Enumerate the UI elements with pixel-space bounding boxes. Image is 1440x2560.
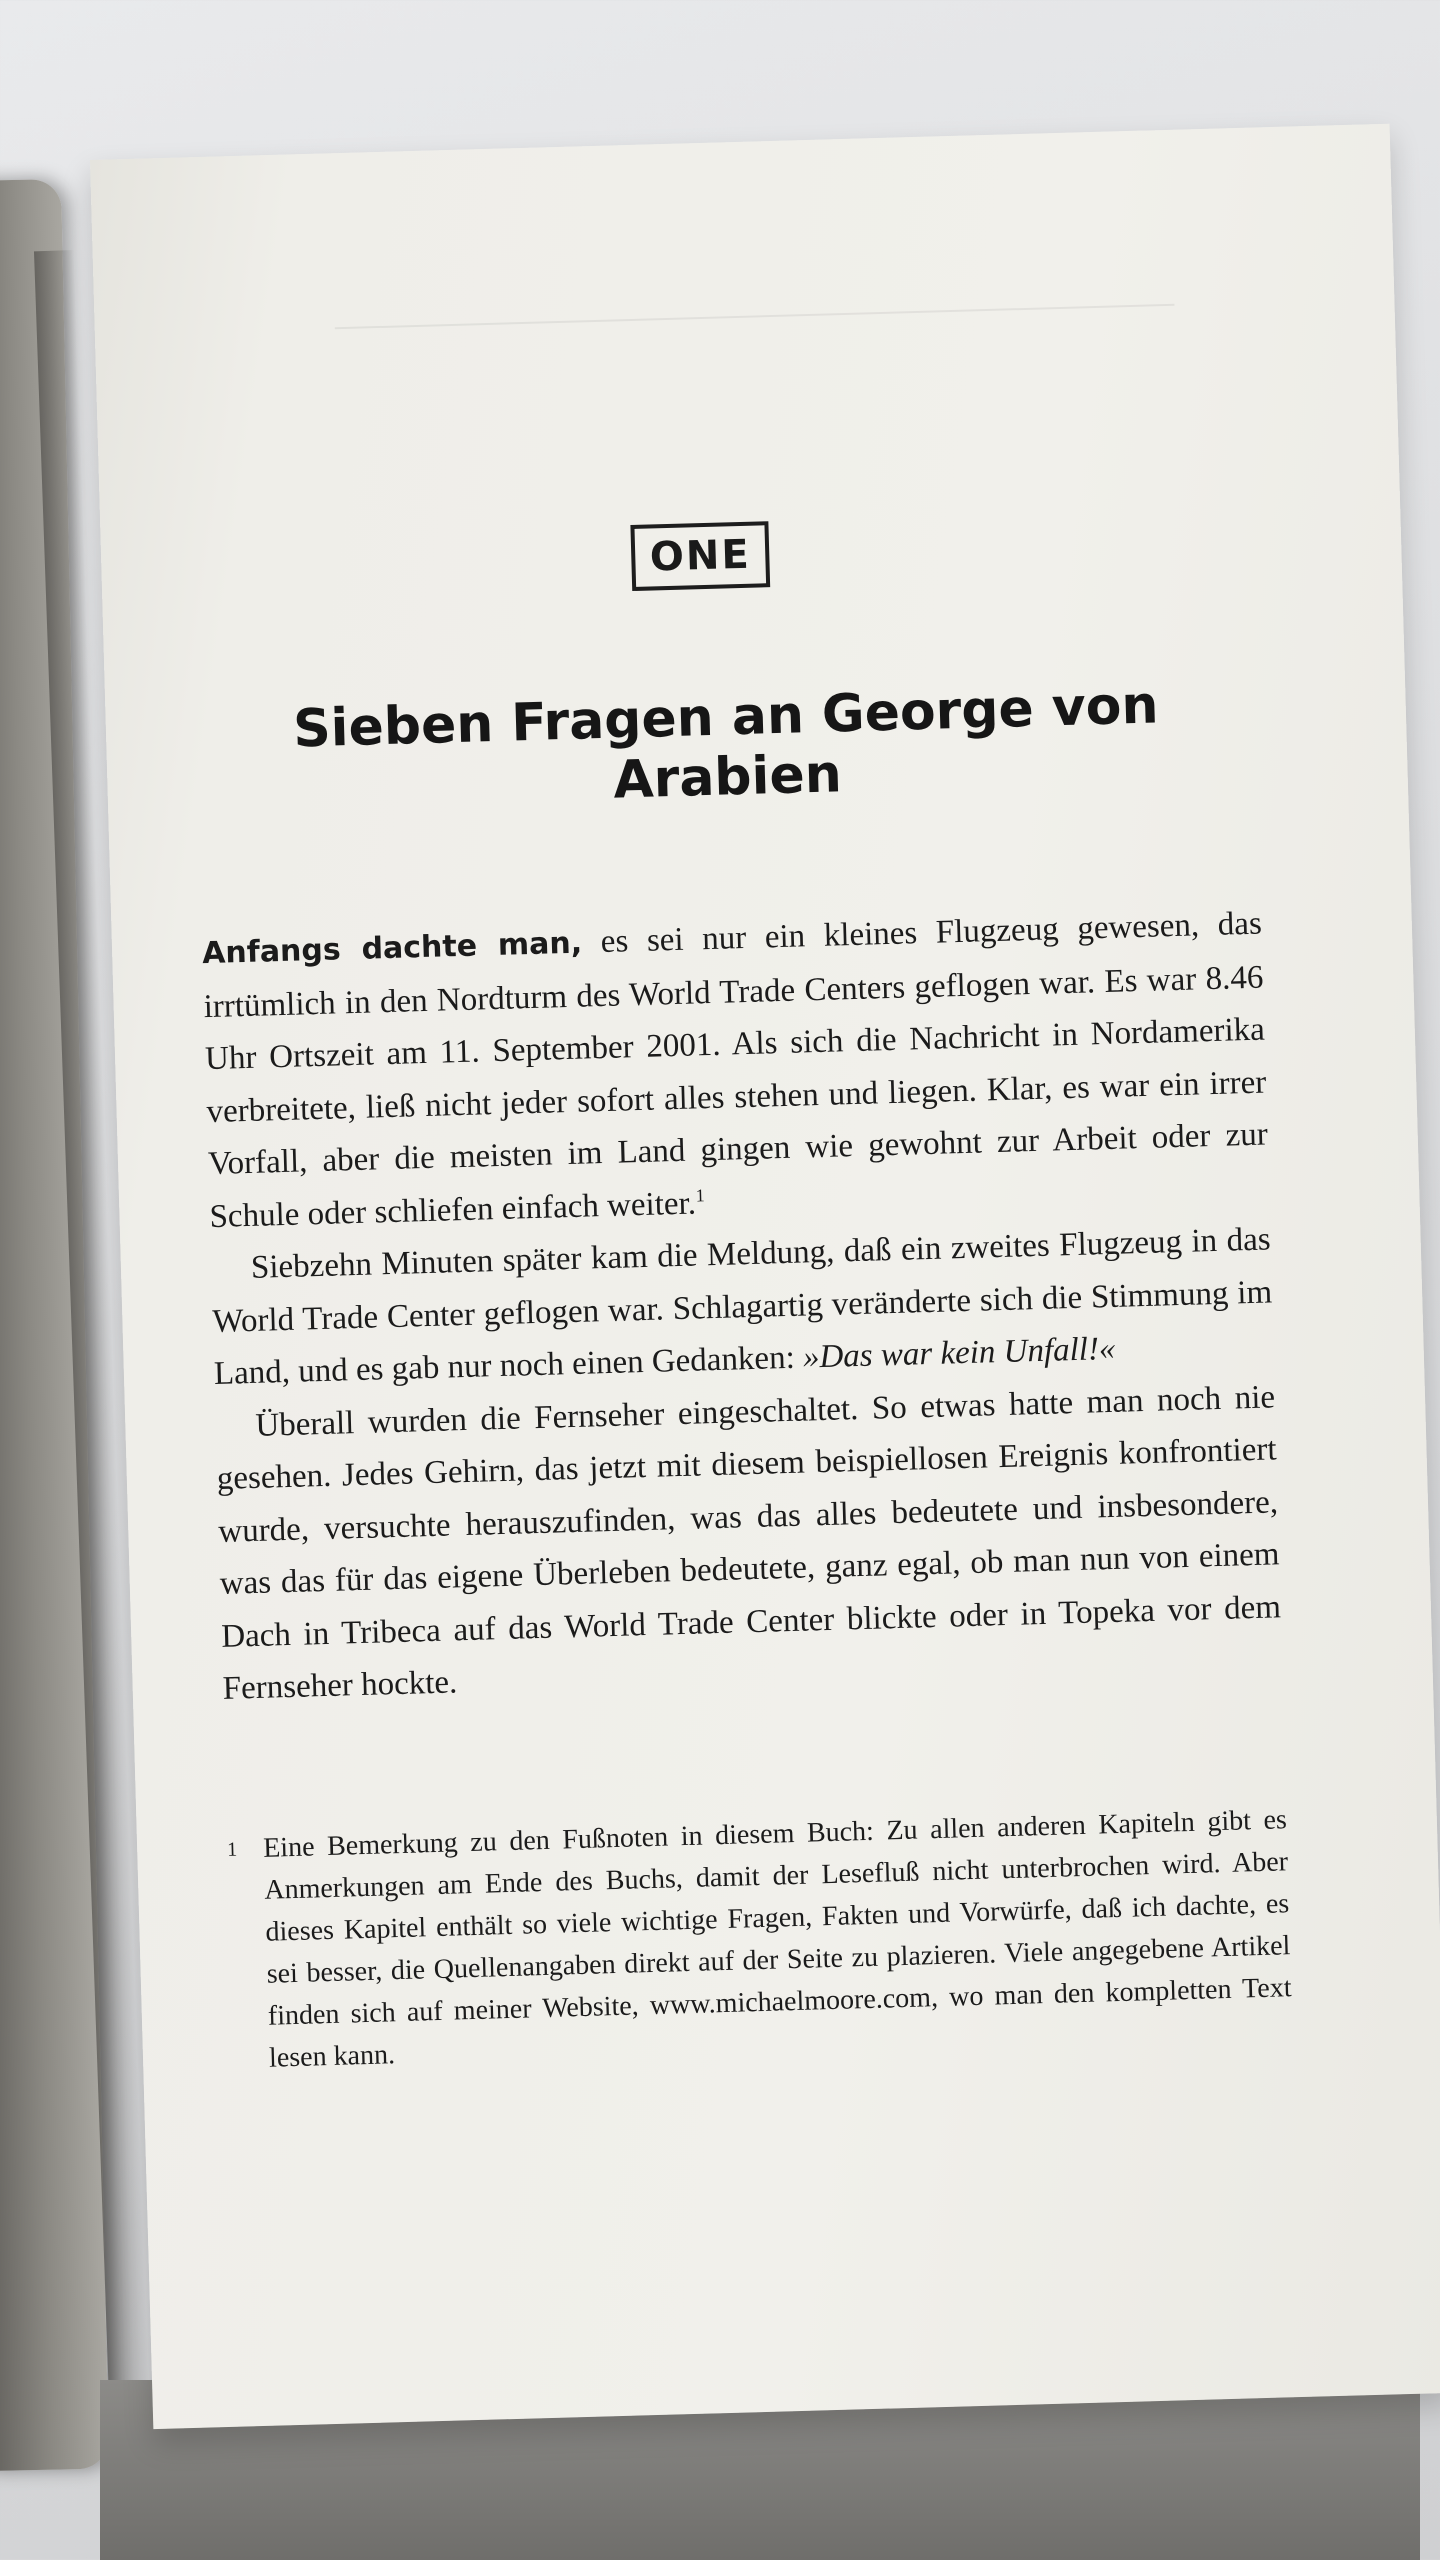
paragraph-2-quote: »Das war kein Unfall!« — [802, 1330, 1116, 1376]
lead-in: Anfangs dachte man, — [201, 925, 583, 972]
footnote — [227, 1799, 1294, 2080]
paragraph-3: Überall wurden die Fernseher eingeschaltet. So etwas hatte man noch nie gesehen. Jedes Gehirn, das jetzt mit diesem beispiellosen Ereignis konfrontiert wurde, versuchte herauszufinden, was das alles bedeutete und insbesondere, was das für das eigene Überleben bedeutete, ganz egal, ob man nun von einem Dach in Tribeca auf das World Trade Center blickte oder in Topeka vor dem Fernseher hockte. — [216, 1378, 1282, 1707]
paragraph-1 — [201, 898, 1269, 1243]
paragraph-1-text: es sei nur ein kleines Flugzeug gewesen, das irrtümlich in den Nordturm des World Trade Centers geflogen war. Es war 8.46 Uhr Ortszeit am 11. September 2001. Als sich die Nachricht in Nordamerika verbreitete, ließ nicht jeder sofort alles stehen und liegen. Klar, es war ein irrer Vorfall, aber die meisten im Land gingen wie gewohnt zur Arbeit oder zur Schule oder schliefen einfach weiter. — [203, 905, 1269, 1235]
paragraph-2-text: Siebzehn Minuten später kam die Meldung, daß ein zweites Flugzeug in das World Trade Center geflogen war. Schlagartig veränderte sich die Stimmung im Land, und es gab nur noch einen Gedanken: — [211, 1221, 1273, 1393]
paragraph-2 — [210, 1213, 1274, 1400]
chapter-title: Sieben Fragen an George von Arabien — [292, 675, 1160, 811]
chapter-number-box: ONE — [630, 521, 770, 591]
book-page — [90, 124, 1440, 2429]
body-text — [201, 898, 1283, 1716]
show-through-header-line — [334, 290, 1174, 329]
footnote-text: Eine Bemerkung zu den Fußnoten in diesem Buch: Zu allen anderen Kapiteln gibt es Anmerkungen am Ende des Buchs, damit der Lesefluß nicht unterbrochen wird. Aber dieses Kapitel enthält so viele wichtige Fragen, Fakten und Vorwürfe, daß ich dachte, es sei besser, die Quellenangaben direkt auf der Seite zu plazieren. Viele angegebene Artikel finden sich auf meiner Website, www.michaelmoore.com, wo man den kompletten Text lesen kann. — [262, 1804, 1292, 2074]
footnote-ref: 1 — [695, 1184, 705, 1205]
footnote-mark: 1 — [226, 1838, 238, 1861]
